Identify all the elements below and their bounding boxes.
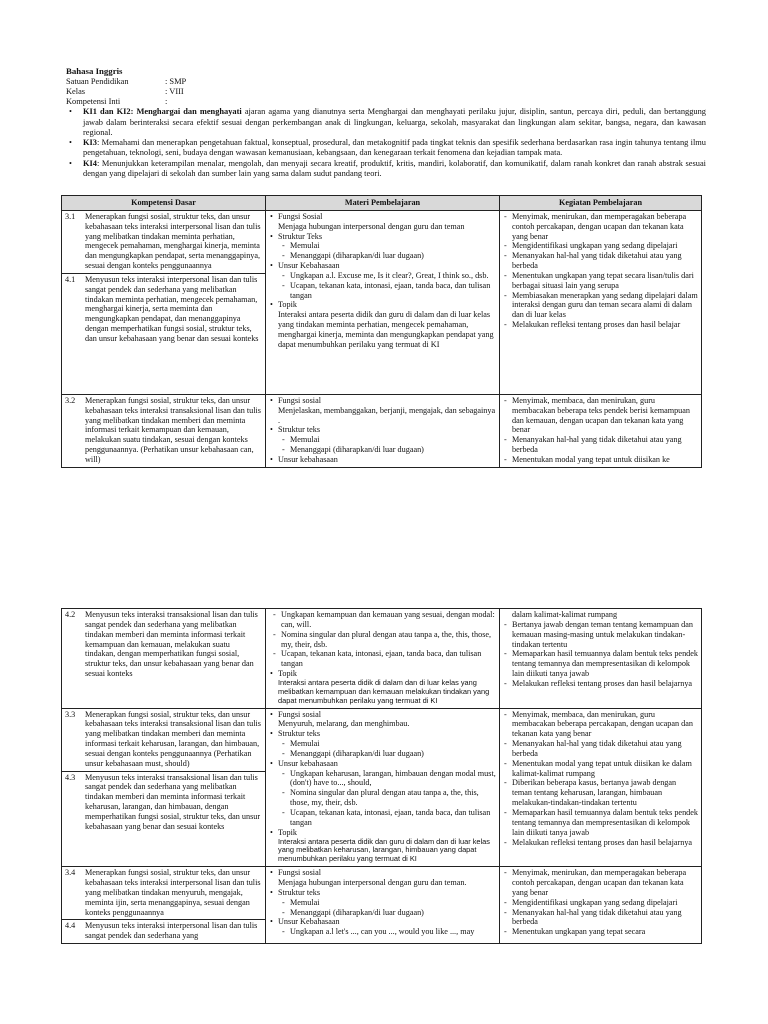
kegiatan-item: - Menentukan ungkapan yang tepat secara lisan/tulis dari berbagai situasi lain yang serupa — [503, 271, 698, 291]
materi-item — [269, 300, 496, 349]
materi-item — [269, 232, 496, 262]
materi-label: • Unsur kebahasaan — [278, 758, 338, 768]
kompetensi-cell — [62, 210, 266, 394]
materi-sublist — [278, 435, 496, 455]
kegiatan-item: - Menanyakan hal-hal yang tidak diketahui atau yang berbeda — [503, 739, 698, 759]
subject-title: Bahasa Inggris — [66, 66, 123, 76]
materi-cell — [266, 609, 500, 709]
materi-label: • Struktur Teks — [278, 231, 323, 241]
materi-label: • Struktur teks — [278, 425, 321, 435]
materi-list — [269, 212, 496, 350]
document-header — [66, 66, 706, 179]
materi-item — [269, 710, 496, 730]
materi-sublist — [278, 898, 496, 918]
kegiatan-item: - Menanyakan hal-hal yang tidak diketahui atau yang berbeda — [503, 908, 698, 928]
kd-item — [65, 212, 262, 271]
kegiatan-item: - Menentukan modal yang tepat untuk diisikan ke dalam kalimat-kalimat rumpang — [503, 759, 698, 779]
materi-item — [269, 212, 496, 232]
kegiatan-list — [503, 710, 698, 848]
kd-text: Menerapkan fungsi sosial, struktur teks, dan unsur kebahasaan teks interaksi interpersonal lisan dan tulis yang melibatkan tindakan menyuruh, mengajak, meminta ijin, serta menanggapinya, sesuai dengan konteks penggunaannya — [85, 868, 261, 917]
kegiatan-list — [503, 868, 698, 937]
meta-value: : SMP — [165, 76, 187, 86]
kegiatan-item: - Menanyakan hal-hal yang tidak diketahui atau yang berbeda — [503, 251, 698, 271]
kegiatan-item: - Melakukan refleksi tentang proses dan hasil belajar — [503, 320, 698, 330]
kegiatan-item: - Menyimak, membaca, dan menirukan, guru membacakan beberapa teks pendek berisi kemampuan dan kemauan, dengan ucapan dan tekanan kata yang benar — [503, 396, 698, 435]
ki-text: ajaran agama yang dianutnya serta Menghargai dan menghayati perilaku jujur, disiplin, santun, percaya diri, peduli, dan bertanggung jawab dalam berinteraksi secara efektif sesuai dengan perkembangan anak di lingkungan, keluarga, sekolah, masyarakat dan lingkungan alam sekitar, bangsa, negara, dan kawasan regional. — [83, 107, 706, 137]
materi-subitem: - Ucapan, tekanan kata, intonasi, ejaan, tanda baca, dan tulisan tangan — [278, 281, 496, 301]
kegiatan-item: - Mengidentifikasi ungkapan yang sedang dipelajari — [503, 241, 698, 251]
materi-item — [269, 261, 496, 300]
kd-text: Menerapkan fungsi sosial, struktur teks, dan unsur kebahasaan teks interaksi transaksional lisan dan tulis yang melibatkan tindakan memberi dan meminta informasi terkait keharusan, larangan, dan himbauan, sesuai dengan konteks penggunaannya (Perhatikan unsur kebahasaan must, should) — [85, 709, 261, 768]
kd-item — [62, 771, 265, 832]
materi-item — [269, 455, 496, 465]
table-row — [62, 867, 702, 944]
materi-sublist — [278, 927, 496, 937]
kd-number: 4.3 — [65, 772, 76, 782]
ki-label: KI4 — [83, 158, 97, 168]
materi-item — [269, 669, 496, 705]
kd-item — [65, 710, 262, 769]
materi-sublist — [278, 769, 496, 828]
materi-item — [269, 868, 496, 888]
materi-label: • Topik — [278, 300, 297, 310]
materi-subitem: - Ungkapan kemampuan dan kemauan yang sesuai, dengan modal: can, will. — [269, 610, 496, 630]
materi-subitem: - Ungkapan a.l let's ..., can you ..., would you like ..., may — [278, 927, 496, 937]
meta-label: Kompetensi Inti — [66, 97, 121, 107]
materi-subitem: - Memulai — [278, 898, 496, 908]
meta-row-ki — [66, 97, 706, 107]
materi-subitem: - Menanggapi (diharapkan/di luar dugaan) — [278, 749, 496, 759]
materi-subitem: - Ungkapan keharusan, larangan, himbauan dengan modal must, (don't) have to..., should, — [278, 769, 496, 789]
materi-body: Menjelaskan, membanggakan, berjanji, mengajak, dan sebagainya . — [278, 405, 496, 425]
materi-list — [269, 396, 496, 465]
table-row — [62, 708, 702, 867]
materi-label: • Fungsi sosial — [278, 709, 321, 719]
kd-item — [65, 610, 262, 679]
ki-text: : Menunjukkan keterampilan menalar, mengolah, dan menyaji secara kreatif, produktif, kritis, mandiri, kolaboratif, dan komunikatif, dalam ranah konkret dan ranah abstrak sesuai dengan yang dipelajari di sekolah dan sumber lain yang sama dalam sudut pandang teori. — [83, 158, 706, 178]
meta-label: Kelas — [66, 86, 86, 96]
materi-subitem: - Menanggapi (diharapkan/di luar dugaan) — [278, 445, 496, 455]
materi-label: • Unsur kebahasaan — [278, 454, 338, 464]
materi-subitem: - Menanggapi (diharapkan/di luar dugaan) — [278, 908, 496, 918]
ki-label: KI1 dan KI2: Menghargai dan menghayati — [83, 107, 242, 117]
materi-item — [269, 729, 496, 759]
kegiatan-item: - Membiasakan menerapkan yang sedang dipelajari dalam interaksi dengan guru dan teman secara alami di dalam dan di luar kelas — [503, 291, 698, 321]
kompetensi-cell — [62, 867, 266, 944]
meta-row-kelas — [66, 87, 706, 97]
kegiatan-item: - Menentukan ungkapan yang tepat secara — [503, 927, 698, 937]
materi-label: • Struktur teks — [278, 887, 321, 897]
kegiatan-cell — [500, 867, 702, 944]
kegiatan-item: - Menanyakan hal-hal yang tidak diketahui atau yang berbeda — [503, 435, 698, 455]
kd-item — [65, 868, 262, 917]
kompetensi-cell — [62, 394, 266, 467]
kd-number: 3.2 — [65, 395, 76, 405]
ki-label: KI3 — [83, 138, 97, 148]
materi-body: Interaksi antara peserta didik dan guru di dalam dan di luar kelas yang tindakan meminta perhatian, mengecek pemahaman, menghargai kinerja, meminta dan mengungkapkan pendapat yang dapat menumbuhkan perilaku yang termuat di KI — [278, 310, 494, 349]
materi-cell — [266, 210, 500, 394]
kegiatan-item: - Memaparkan hasil temuannya dalam bentuk teks pendek tentang temannya dan mempresentasikan di kelompok lain diikuti tanya jawab — [503, 808, 698, 838]
materi-subitem: - Memulai — [278, 739, 496, 749]
meta-value: : VIII — [165, 86, 184, 96]
kd-text: Menyusun teks interaksi interpersonal lisan dan tulis sangat pendek dan sederhana yang melibatkan tindakan meminta perhatian, mengecek pemahaman, menghargai kinerja, serta meminta dan mengungkapkan pendapat, dan menanggapinya dengan memperhatikan fungsi sosial, struktur teks, dan unsur kebahasaan yang benar dan sesuai konteks — [85, 274, 259, 343]
materi-subitem: - Memulai — [278, 241, 496, 251]
ki-item — [66, 107, 706, 138]
materi-sublist — [278, 271, 496, 301]
kd-number: 3.3 — [65, 709, 76, 719]
materi-item — [269, 917, 496, 937]
kegiatan-item: - Melakukan refleksi tentang proses dan hasil belajarnya — [503, 838, 698, 848]
materi-cell — [266, 708, 500, 867]
materi-subitem: - Memulai — [278, 435, 496, 445]
ki-list — [66, 107, 706, 179]
materi-item — [269, 828, 496, 864]
materi-item — [269, 888, 496, 918]
meta-row-satuan — [66, 77, 706, 87]
materi-subitem: - Nomina singular dan plural dengan atau tanpa a, the, this, those, my, their, dsb. — [278, 788, 496, 808]
materi-cell — [266, 867, 500, 944]
materi-body: Menyuruh, melarang, dan menghimbau. — [278, 719, 410, 729]
kompetensi-cell — [62, 708, 266, 867]
materi-label: • Unsur Kebahasaan — [278, 261, 340, 271]
col-header-kegiatan: Kegiatan Pembelajaran — [500, 196, 702, 211]
kegiatan-item: - Menyimak, menirukan, dan memperagakan beberapa contoh percakapan, dengan ucapan dan tekanan kata yang benar — [503, 868, 698, 898]
kd-number: 4.1 — [65, 274, 76, 284]
materi-label: • Topik — [278, 669, 297, 679]
table-header-row — [62, 196, 702, 211]
materi-label: • Topik — [278, 827, 297, 837]
kegiatan-item: - Memaparkan hasil temuannya dalam bentuk teks pendek tentang temannya dan mempresentasikan di kelompok lain diikuti tanya jawab — [503, 649, 698, 679]
materi-cell — [266, 394, 500, 467]
col-header-materi: Materi Pembelajaran — [266, 196, 500, 211]
materi-list — [269, 669, 496, 705]
kegiatan-list — [503, 620, 698, 689]
kd-item — [65, 396, 262, 465]
materi-sublist — [278, 241, 496, 261]
kd-item — [62, 273, 265, 344]
materi-label: • Fungsi sosial — [278, 395, 321, 405]
materi-subitem: - Ucapan, tekanan kata, intonasi, ejaan, tanda baca, dan tulisan tangan — [269, 649, 496, 669]
kegiatan-item: - Mengidentifikasi ungkapan yang sedang dipelajari — [503, 898, 698, 908]
table-row — [62, 210, 702, 394]
kd-number: 4.4 — [65, 921, 76, 931]
materi-subitem: - Ungkapan a.l. Excuse me, Is it clear?, Great, I think so., dsb. — [278, 271, 496, 281]
materi-body: Menjaga hubungan interpersonal dengan guru dan teman — [278, 221, 465, 231]
ki-item — [66, 159, 706, 180]
syllabus-table-page2 — [61, 608, 702, 944]
materi-body: Menjaga hubungan interpersonal dengan guru dan teman. — [278, 877, 467, 887]
kegiatan-item: - Melakukan refleksi tentang proses dan hasil belajarnya — [503, 679, 698, 689]
kd-text: Menyusun teks interaksi interpersonal lisan dan tulis sangat pendek dan sederhana yang — [85, 921, 258, 941]
materi-label: • Fungsi sosial — [278, 868, 321, 878]
materi-label: • Fungsi Sosial — [278, 211, 323, 221]
kd-text: Menyusun teks interaksi transaksional lisan dan tulis sangat pendek dan sederhana yang melibatkan tindakan memberi dan meminta informasi terkait kemampuan dan kemauan, melakukan suatu tindakan, dengan memperhatikan fungsi sosial, struktur teks, dan unsur kebahasaan yang benar dan sesuai konteks — [85, 610, 258, 679]
materi-list — [269, 710, 496, 865]
materi-body: Interaksi antara peserta didik di dalam dan di luar kelas yang melibatkan kemampuan dan kemauan melakukan tindakan yang dapat menumbuhkan perilaku yang termuat di KI — [278, 677, 490, 705]
meta-label: Satuan Pendidikan — [66, 76, 129, 86]
materi-item — [269, 396, 496, 426]
kd-text: Menerapkan fungsi sosial, struktur teks, dan unsur kebahasaan teks interaksi transaksional lisan dan tulis yang melibatkan tindakan memberi dan meminta informasi terkait kemampuan dan kemauan, melakukan suatu tindakan, sesuai dengan konteks penggunaannya. (Perhatikan unsur kebahasaan can, will) — [85, 395, 261, 464]
kd-number: 3.1 — [65, 211, 76, 221]
kegiatan-item: - Bertanya jawab dengan teman tentang kemampuan dan kemauan masing-masing untuk melakukan tindakan-tindakan tertentu — [503, 620, 698, 650]
kd-number: 3.4 — [65, 868, 76, 878]
col-header-kompetensi: Kompetensi Dasar — [62, 196, 266, 211]
syllabus-table-page1 — [61, 195, 702, 468]
kd-text: Menyusun teks interaksi transaksional lisan dan tulis sangat pendek dan sederhana yang melibatkan tindakan memberi dan meminta informasi terkait keharusan, larangan, dan himbauan, dengan memperhatikan fungsi sosial, struktur teks, dan unsur kebahasaan yang benar dan sesuai konteks — [85, 772, 261, 831]
materi-subitem: - Ucapan, tekanan kata, intonasi, ejaan, tanda baca, dan tulisan tangan — [278, 808, 496, 828]
materi-subitem: - Menanggapi (diharapkan/di luar dugaan) — [278, 251, 496, 261]
kegiatan-cell — [500, 609, 702, 709]
kd-text: Menerapkan fungsi sosial, struktur teks, dan unsur kebahasaan teks interaksi interpersonal lisan dan tulis yang melibatkan tindakan meminta perhatian, mengecek pemahaman, menghargai kinerja, meminta dan mengungkapkan pendapat, serta menanggapinya, sesuai dengan konteks penggunaannya — [85, 211, 261, 271]
table-row — [62, 394, 702, 467]
materi-body: Interaksi antara peserta didik dan guru di dalam dan di luar kelas yang melibatkan keharusan, larangan, himbauan yang dapat menumbuhkan perilaku yang termuat di KI — [278, 836, 490, 864]
kegiatan-list — [503, 212, 698, 330]
kegiatan-continuation: dalam kalimat-kalimat rumpang — [512, 610, 618, 619]
meta-value: : — [165, 97, 168, 107]
materi-label: • Struktur teks — [278, 729, 321, 739]
kd-item — [62, 919, 265, 941]
ki-text: : Memahami dan menerapkan pengetahuan faktual, konseptual, prosedural, dan metakognitif pada tingkat teknis dan spesifik sederhana berdasarkan rasa ingin tahunya tentang ilmu pengetahuan, teknologi, seni, budaya dengan wawasan kemanusiaan, kebangsaan, dan kenegaraan terkait fenomena dan kejadian tampak mata. — [83, 138, 706, 158]
kegiatan-cell — [500, 708, 702, 867]
materi-item — [269, 759, 496, 828]
kd-number: 4.2 — [65, 610, 76, 619]
kompetensi-cell — [62, 609, 266, 709]
ki-item — [66, 138, 706, 159]
kegiatan-item: - Menentukan modal yang tepat untuk diisikan ke — [503, 455, 698, 465]
kegiatan-item: - Menyimak, menirukan, dan memperagakan beberapa contoh percakapan, dengan ucapan dan tekanan kata yang benar — [503, 212, 698, 242]
kegiatan-cell — [500, 394, 702, 467]
materi-sublist — [278, 739, 496, 759]
materi-sublist — [269, 610, 496, 669]
table-row — [62, 609, 702, 709]
kegiatan-item: - Menyimak, membaca, dan menirukan, guru membacakan beberapa percakapan, dengan ucapan dan tekanan kata yang benar — [503, 710, 698, 740]
materi-item — [269, 425, 496, 455]
kegiatan-cell — [500, 210, 702, 394]
kegiatan-item: - Diberikan beberapa kasus, bertanya jawab dengan teman tentang keharusan, larangan, himbauan melakukan-tindakan-tindakan tertentu — [503, 778, 698, 808]
materi-list — [269, 868, 496, 937]
materi-label: • Unsur Kebahasaan — [278, 917, 340, 927]
kegiatan-list — [503, 396, 698, 465]
materi-subitem: - Nomina singular dan plural dengan atau tanpa a, the, this, those, my, their, dsb. — [269, 630, 496, 650]
